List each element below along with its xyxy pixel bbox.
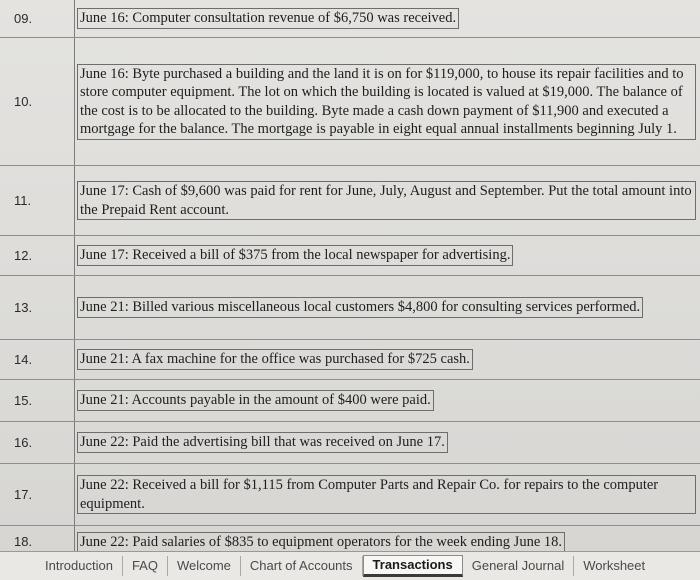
transaction-text[interactable]: June 22: Paid the advertising bill that was received on June 17. — [77, 432, 448, 453]
tab-welcome[interactable]: Welcome — [168, 556, 241, 576]
transaction-row — [0, 0, 700, 37]
row-number: 13. — [0, 276, 75, 339]
transaction-row — [0, 165, 700, 235]
row-number: 09. — [0, 0, 75, 37]
row-number: 18. — [0, 526, 75, 551]
row-number: 10. — [0, 38, 75, 165]
transaction-text[interactable]: June 21: Billed various miscellaneous local customers $4,800 for consulting services performed. — [77, 297, 643, 318]
tab-introduction[interactable]: Introduction — [0, 556, 123, 576]
transaction-row — [0, 421, 700, 463]
transaction-text[interactable]: June 16: Byte purchased a building and the land it is on for $119,000, to house its repair facilities and to store computer equipment. The lot on which the building is located is valued at $19,000. The balance of the cost is to be allocated to the building. Byte made a cash down payment of $11,900 and executed a mortgage for the balance. The mortgage is payable in eight equal annual installments beginning July 1. — [77, 64, 696, 140]
tab-faq[interactable]: FAQ — [123, 556, 168, 576]
transaction-text[interactable]: June 22: Paid salaries of $835 to equipment operators for the week ending June 18. — [77, 532, 565, 552]
transaction-text[interactable]: June 17: Cash of $9,600 was paid for rent for June, July, August and September. Put the total amount into the Prepaid Rent account. — [77, 181, 696, 220]
transaction-row — [0, 463, 700, 525]
transaction-text[interactable]: June 21: A fax machine for the office was purchased for $725 cash. — [77, 349, 473, 370]
transaction-row — [0, 379, 700, 421]
row-number: 17. — [0, 464, 75, 525]
transaction-row — [0, 339, 700, 379]
row-number: 11. — [0, 166, 75, 235]
tab-general-journal[interactable]: General Journal — [463, 556, 575, 576]
transaction-row — [0, 235, 700, 275]
transaction-row — [0, 275, 700, 339]
transaction-row — [0, 525, 700, 551]
row-number: 14. — [0, 340, 75, 379]
row-number: 16. — [0, 422, 75, 463]
transaction-row — [0, 37, 700, 165]
transaction-text[interactable]: June 22: Received a bill for $1,115 from Computer Parts and Repair Co. for repairs to the computer equipment. — [77, 475, 696, 514]
sheet-tab-bar — [0, 551, 700, 580]
tab-worksheet[interactable]: Worksheet — [583, 558, 646, 573]
row-number: 12. — [0, 236, 75, 275]
tab-transactions[interactable]: Transactions — [363, 555, 463, 577]
transaction-text[interactable]: June 17: Received a bill of $375 from the local newspaper for advertising. — [77, 245, 513, 266]
row-number: 15. — [0, 380, 75, 421]
tab-chart-of-accounts[interactable]: Chart of Accounts — [241, 556, 363, 576]
transaction-text[interactable]: June 16: Computer consultation revenue of $6,750 was received. — [77, 8, 459, 29]
transaction-text[interactable]: June 21: Accounts payable in the amount of $400 were paid. — [77, 390, 434, 411]
